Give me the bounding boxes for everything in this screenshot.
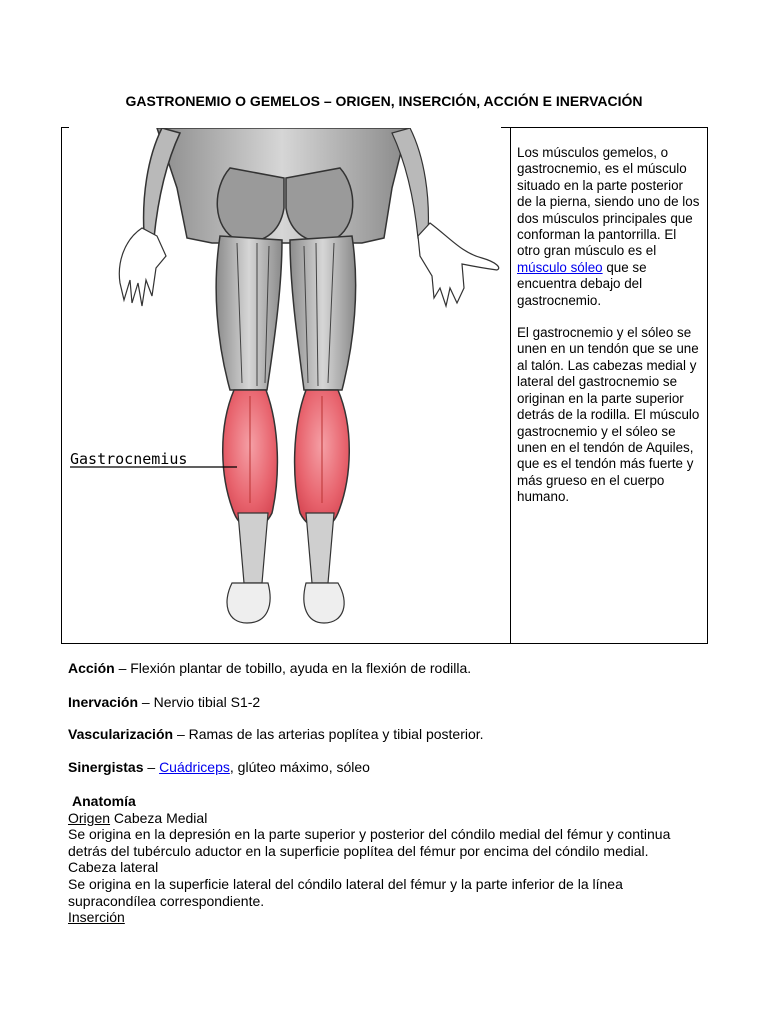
lateral-head-text: Se origina en la superficie lateral del cóndilo lateral del fémur y la parte inferior de la línea supracondílea correspondiente. [68,875,623,909]
description-cell [510,127,708,644]
insercion-heading: Inserción [68,909,125,926]
lateral-head-heading: Cabeza lateral [68,859,159,876]
description-paragraph-1: Los músculos gemelos, o gastrocnemio, es el músculo situado en la parte posterior de la pierna, siendo uno de los dos músculos principales que conforman la pantorrilla. El otro gran músculo es el músculo sóleo que se encuentra debajo del gastrocnemio. [517,145,700,308]
origen-line: Origen Cabeza Medial [68,809,208,826]
gastrocnemius-label: Gastrocnemius [70,450,188,468]
leg-anatomy-illustration [62,128,510,643]
anatomia-section [68,793,708,926]
medial-head-text: Se origina en la depresión en la parte superior y posterior del cóndilo medial del fémur y continua detrás del tubérculo aductor en la superficie poplítea del fémur por encima del cóndilo medial. [68,826,671,859]
sinergistas-line: Sinergistas – Cuádriceps, glúteo máximo, sóleo [68,759,370,775]
musculo-soleo-link[interactable]: músculo sóleo [517,259,603,275]
description-paragraph-2: El gastrocnemio y el sóleo se unen en un tendón que se une al talón. Las cabezas medial y lateral del gastrocnemio se originan en la parte superior detrás de la rodilla. El músculo gastrocnemio y el sóleo se unen en el tendón de Aquiles, que es el tendón más fuerte y más grueso en el cuerpo humano. [517,325,700,505]
accion-line: Acción – Flexión plantar de tobillo, ayuda en la flexión de rodilla. [68,660,472,676]
page-title: GASTRONEMIO O GEMELOS – ORIGEN, INSERCIÓN, ACCIÓN E INERVACIÓN [125,93,643,109]
cuadriceps-link[interactable]: Cuádriceps [159,759,230,775]
inervacion-line: Inervación – Nervio tibial S1-2 [68,694,261,710]
vascularizacion-line: Vascularización – Ramas de las arterias poplítea y tibial posterior. [68,726,484,742]
posterior-legs-svg [62,128,510,643]
anatomia-heading: Anatomía [72,793,136,809]
